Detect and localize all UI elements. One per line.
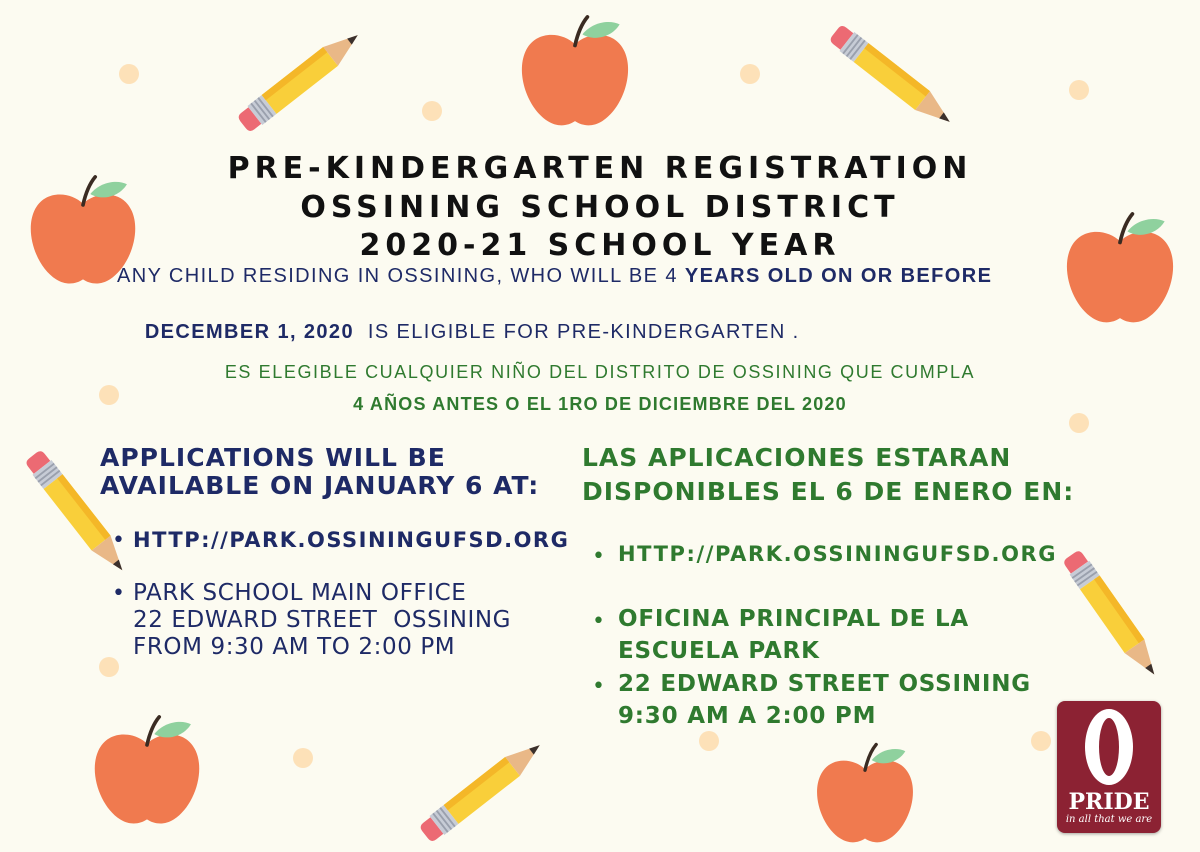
dot-decoration (1069, 80, 1089, 100)
dot-decoration (422, 101, 442, 121)
logo-word: PRIDE (1068, 789, 1150, 815)
address-line-spanish: 22 EDWARD STREET OSSINING (618, 671, 1031, 697)
apple-icon (86, 706, 208, 840)
pencil-icon (1052, 541, 1175, 690)
bullet-icon: • (112, 528, 125, 553)
bullet-icon: • (592, 609, 605, 634)
office-hours-english: FROM 9:30 AM TO 2:00 PM (133, 634, 456, 660)
applications-english-heading-2: AVAILABLE ON JANUARY 6 AT: (100, 471, 540, 500)
dot-decoration (1069, 413, 1089, 433)
title-line-2: OSSINING SCHOOL DISTRICT (300, 190, 900, 225)
eligibility-date: DECEMBER 1, 2020 (144, 321, 354, 343)
eligibility-emphasis: YEARS OLD ON OR BEFORE (684, 265, 993, 287)
park-website-link-english[interactable]: HTTP://PARK.OSSININGUFSD.ORG (133, 528, 570, 552)
title-line-3: 2020-21 SCHOOL YEAR (359, 228, 841, 263)
dot-decoration (740, 64, 760, 84)
dot-decoration (99, 657, 119, 677)
eligibility-english-line-1 (117, 265, 992, 288)
apple-icon (800, 740, 930, 852)
eligibility-text: IS ELIGIBLE FOR PRE-KINDERGARTEN . (353, 321, 800, 343)
dot-decoration (119, 64, 139, 84)
bullet-icon: • (592, 544, 605, 569)
dot-decoration (699, 731, 719, 751)
eligibility-text: ANY CHILD RESIDING IN OSSINING, WHO WILL BE 4 (117, 265, 685, 287)
eligibility-spanish-line-1: ES ELEGIBLE CUALQUIER NIÑO DEL DISTRITO DE OSSINING QUE CUMPLA (224, 362, 976, 382)
bullet-icon: • (112, 581, 125, 606)
logo-tagline: in all that we are (1065, 814, 1153, 825)
apple-icon (513, 8, 637, 140)
logo-letter-o-icon (1085, 709, 1133, 785)
office-hours-spanish: 9:30 AM A 2:00 PM (618, 703, 877, 729)
applications-spanish-heading-1: LAS APLICACIONES ESTARAN (582, 443, 1012, 472)
park-website-link-spanish[interactable]: HTTP://PARK.OSSININGUFSD.ORG (618, 542, 1058, 566)
pride-logo (1057, 701, 1161, 833)
applications-spanish-heading-2: DISPONIBLES EL 6 DE ENERO EN: (582, 477, 1075, 506)
office-line-english-1: PARK SCHOOL MAIN OFFICE (133, 580, 467, 606)
bullet-icon: • (592, 674, 605, 699)
dot-decoration (1031, 731, 1051, 751)
dot-decoration (293, 748, 313, 768)
applications-english-heading-1: APPLICATIONS WILL BE (100, 443, 446, 472)
office-line-english-2: 22 EDWARD STREET OSSINING (133, 607, 512, 633)
office-line-spanish-2: ESCUELA PARK (618, 638, 820, 664)
pencil-icon (410, 726, 556, 852)
office-line-spanish-1: OFICINA PRINCIPAL DE LA (618, 606, 970, 632)
eligibility-spanish-line-2: 4 AÑOS ANTES O EL 1RO DE DICIEMBRE DEL 2020 (353, 394, 847, 414)
pencil-icon (820, 14, 966, 142)
title-line-1: PRE-KINDERGARTEN REGISTRATION (227, 151, 973, 186)
eligibility-english-line-2 (117, 298, 800, 367)
pencil-icon (228, 16, 374, 144)
